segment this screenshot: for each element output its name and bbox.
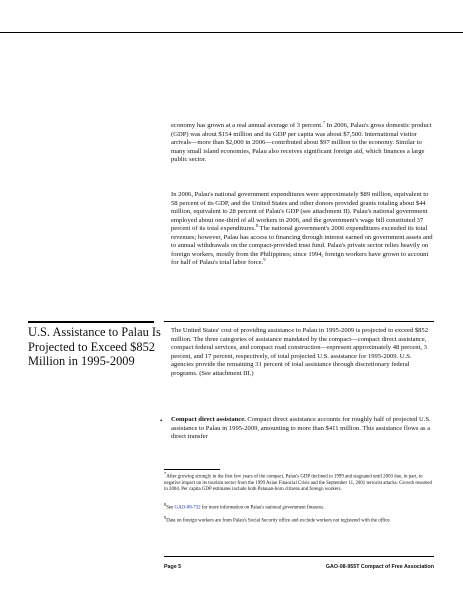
footnote-ref-7: 7 xyxy=(322,119,326,125)
footnote-ref-9: 9 xyxy=(263,256,266,262)
footer-rule xyxy=(164,556,434,557)
top-rule xyxy=(0,32,463,33)
bullet-icon: • xyxy=(160,417,163,425)
footnote-ref-8: 8 xyxy=(255,222,259,228)
paragraph-1: economy has grown at a real annual average of 3 percent.$^7$ In 2006, Palau's gross domestic product (GDP) was about $154 million and its GDP per capita was about $7,500. International visitor arrivals—more than $2,000 in 2006—contributed about $97 million to the economy. Similar to many small island economies, Palau also receives significant foreign aid, which finances a large public sector. xyxy=(171,119,432,163)
page-number: Page 5 xyxy=(164,564,182,570)
bullet-paragraph: Compact direct assistance. Compact direct assistance accounts for roughly half of projected U.S. assistance to Palau in 1995-2009, amounting to more than $411 million. This assistance flows as a direct transfer xyxy=(171,416,431,440)
bullet-lead: Compact direct assistance. xyxy=(171,416,246,423)
section-heading: U.S. Assistance to Palau Is Projected to Exceed $852 Million in 1995-2009 xyxy=(28,325,161,369)
paragraph-2: In 2006, Palau's national government expenditures were approximately $89 million, equivalent to 58 percent of its GDP, and the United States and other donors provided grants totaling about $44 million, equivalent to 28 percent of Palau's GDP (see attachment II). Palau's national government employed about one-third of all workers in 2006, and the government's wage bill constituted 37 percent of its total expenditures.$^8$ The national government's 2006 expenditures exceeded its total revenues; however, Palau has access to financing through interest earned on government assets and to annual withdrawals on the compact-provided trust fund. Palau's private sector relies heavily on foreign workers, mostly from the Philippines; since 1994, foreign workers have grown to account for half of Palau's total labor force.$^9$ xyxy=(171,191,433,266)
footnote-rule xyxy=(164,469,220,470)
document-id: GAO-08-955T Compact of Free Association xyxy=(325,564,434,570)
footnote-7: $^7$After growing strongly in the first few years of the compact, Palau's GDP declined in 1999 and stagnated until 2003 due, in part, to negative impact on its tourism sector from the 1999 Asian Financial Crisis and the September 11, 2001 terrorist attacks. Growth resumed in 2004. Per capita GDP estimates include both Palauan-born citizens and foreign workers. xyxy=(164,471,432,493)
gao-report-link[interactable]: GAO-08-732 xyxy=(174,505,201,511)
section-rule-right xyxy=(164,321,434,322)
footnote-8: $^8$See GAO-08-732 for more information on Palau's national government finances. xyxy=(164,502,325,511)
section-rule-left xyxy=(28,321,154,323)
footnote-9: $^9$Data on foreign workers are from Palau's Social Security office and exclude workers not registered with the office. xyxy=(164,515,391,524)
section-paragraph-1: The United States' cost of providing assistance to Palau in 1995-2009 is projected to exceed $852 million. The three categories of assistance mandated by the compact—compact direct assistance, compact federal services, and compact road construction—represent approximately 48 percent, 3 percent, and 17 percent, respectively, of total projected U.S. assistance for 1995-2009. U.S. agencies provide the remaining 31 percent of total assistance through discretionary federal programs. (See attachment III.) xyxy=(171,327,429,377)
